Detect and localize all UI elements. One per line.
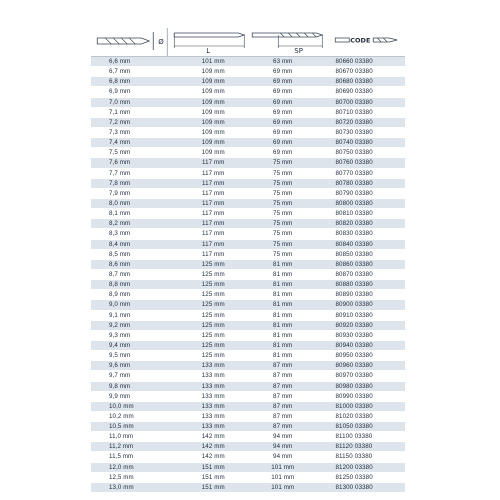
diameter-symbol: Ø (158, 38, 164, 46)
code-cell: 80880 03380 (335, 281, 373, 289)
table-row (91, 331, 405, 341)
diameter-cell: 8,0 mm (109, 199, 131, 207)
code-cell: 81200 03380 (335, 463, 373, 471)
length-cell: 142 mm (201, 433, 225, 441)
table-row (91, 128, 405, 138)
length-cell: 109 mm (201, 68, 225, 76)
length-cell: 133 mm (201, 423, 225, 431)
length-cell: 133 mm (201, 412, 225, 420)
table-row (91, 382, 405, 392)
spiral-length-cell: 81 mm (273, 301, 293, 309)
table-row (91, 351, 405, 361)
code-cell: 80950 03380 (335, 352, 373, 360)
spiral-length-cell: 69 mm (273, 128, 293, 136)
diameter-cell: 12,5 mm (109, 473, 134, 481)
length-cell: 109 mm (201, 78, 225, 86)
length-cell: 109 mm (201, 108, 225, 116)
code-cell: 80750 03380 (335, 149, 373, 157)
table-row (91, 412, 405, 422)
table-row (91, 371, 405, 381)
spiral-length-cell: 81 mm (273, 281, 293, 289)
code-cell: 80900 03380 (335, 301, 373, 309)
diameter-cell: 8,7 mm (109, 270, 131, 278)
code-symbol: CODE (349, 36, 370, 45)
table-row (91, 432, 405, 442)
spiral-length-cell: 81 mm (273, 331, 293, 339)
table-row (91, 402, 405, 412)
drill-spec-table (91, 26, 405, 493)
diameter-cell: 8,1 mm (109, 210, 131, 218)
table-row (91, 108, 405, 118)
table-row (91, 311, 405, 321)
drill-diameter-icon (91, 26, 170, 56)
table-row (91, 138, 405, 148)
code-cell: 80730 03380 (335, 128, 373, 136)
length-cell: 125 mm (201, 260, 225, 268)
code-cell: 80850 03380 (335, 250, 373, 258)
table-row (91, 341, 405, 351)
table-row (91, 199, 405, 209)
code-cell: 80660 03380 (335, 58, 373, 65)
diameter-cell: 9,2 mm (109, 321, 131, 329)
spiral-length-cell: 69 mm (273, 108, 293, 116)
diameter-cell: 11,2 mm (109, 443, 134, 451)
diameter-cell: 9,3 mm (109, 331, 131, 339)
diameter-cell: 10,0 mm (109, 402, 134, 410)
spiral-length-cell: 69 mm (273, 139, 293, 147)
spiral-length-cell: 75 mm (273, 179, 293, 187)
diameter-cell: 9,4 mm (109, 341, 131, 349)
diameter-cell: 7,2 mm (109, 118, 131, 126)
spiral-length-cell: 75 mm (273, 220, 293, 228)
header-code (327, 26, 406, 56)
diameter-cell: 11,0 mm (109, 433, 134, 441)
table-row (91, 483, 405, 493)
length-cell: 125 mm (201, 291, 225, 299)
spiral-length-cell: 81 mm (273, 311, 293, 319)
header-spiral-length (248, 26, 327, 56)
diameter-cell: 8,5 mm (109, 250, 131, 258)
code-cell: 81020 03380 (335, 412, 373, 420)
spiral-length-cell: 69 mm (273, 118, 293, 126)
table-row (91, 361, 405, 371)
spiral-length-cell: 87 mm (273, 362, 293, 370)
table-row (91, 422, 405, 432)
length-cell: 117 mm (202, 199, 225, 207)
code-cell: 80870 03380 (335, 270, 373, 278)
length-cell: 109 mm (201, 128, 225, 136)
spiral-length-cell: 75 mm (273, 210, 293, 218)
spiral-length-cell: 87 mm (273, 402, 293, 410)
length-cell: 117 mm (202, 159, 225, 167)
length-cell: 117 mm (202, 230, 225, 238)
code-cell: 81250 03380 (335, 473, 373, 481)
length-cell: 117 mm (202, 240, 225, 248)
code-cell: 80770 03380 (335, 169, 373, 177)
length-cell: 117 mm (202, 169, 225, 177)
diameter-cell: 10,5 mm (109, 423, 134, 431)
table-row (91, 260, 405, 270)
table-row (91, 77, 405, 87)
length-cell: 133 mm (201, 382, 225, 390)
spiral-length-cell: 94 mm (273, 453, 293, 461)
drill-length-icon (170, 26, 249, 56)
code-cell: 80790 03380 (335, 189, 373, 197)
drill-spiral-icon (248, 26, 327, 56)
table-row (91, 280, 405, 290)
spiral-length-cell: 87 mm (273, 423, 293, 431)
length-cell: 133 mm (201, 372, 225, 380)
length-cell: 125 mm (201, 331, 225, 339)
diameter-cell: 7,6 mm (109, 159, 131, 167)
table-row (91, 229, 405, 239)
code-cell: 80930 03380 (335, 331, 373, 339)
length-cell: 117 mm (202, 189, 225, 197)
spiral-length-cell: 81 mm (273, 270, 293, 278)
length-cell: 117 mm (202, 250, 225, 258)
spiral-length-cell: 81 mm (273, 291, 293, 299)
code-cell: 80800 03380 (335, 199, 373, 207)
table-row (91, 442, 405, 452)
diameter-cell: 8,6 mm (109, 260, 131, 268)
length-cell: 125 mm (201, 352, 225, 360)
spiral-length-cell: 75 mm (273, 240, 293, 248)
code-cell: 81120 03380 (335, 443, 373, 451)
diameter-cell: 6,9 mm (109, 88, 131, 96)
length-cell: 133 mm (201, 392, 225, 400)
length-cell: 125 mm (201, 341, 225, 349)
spiral-length-cell: 69 mm (273, 68, 293, 76)
diameter-cell: 6,6 mm (109, 58, 131, 65)
code-cell: 80970 03380 (335, 372, 373, 380)
table-body (91, 57, 405, 493)
table-row (91, 158, 405, 168)
spiral-length-cell: 81 mm (273, 352, 293, 360)
code-cell: 80860 03380 (335, 260, 373, 268)
code-cell: 80780 03380 (335, 179, 373, 187)
code-cell: 80840 03380 (335, 240, 373, 248)
diameter-cell: 8,9 mm (109, 291, 131, 299)
diameter-cell: 8,8 mm (109, 281, 131, 289)
table-row (91, 87, 405, 97)
length-cell: 142 mm (201, 443, 225, 451)
spiral-length-cell: 75 mm (273, 159, 293, 167)
spiral-length-cell: 101 mm (271, 473, 295, 481)
spiral-length-cell: 75 mm (273, 250, 293, 258)
diameter-cell: 7,1 mm (109, 108, 131, 116)
spiral-length-cell: 69 mm (273, 149, 293, 157)
table-header (91, 26, 405, 57)
table-row (91, 392, 405, 402)
diameter-cell: 7,3 mm (109, 128, 131, 136)
table-row (91, 321, 405, 331)
table-row (91, 148, 405, 158)
spiral-symbol: SP (294, 47, 303, 55)
diameter-cell: 10,2 mm (109, 412, 134, 420)
diameter-cell: 7,5 mm (109, 149, 131, 157)
length-cell: 109 mm (201, 88, 225, 96)
spiral-length-cell: 81 mm (273, 341, 293, 349)
code-cell: 80980 03380 (335, 382, 373, 390)
diameter-cell: 11,5 mm (109, 453, 134, 461)
code-cell: 80680 03380 (335, 78, 373, 86)
diameter-cell: 13,0 mm (109, 483, 134, 491)
length-cell: 133 mm (201, 402, 225, 410)
spiral-length-cell: 81 mm (273, 321, 293, 329)
diameter-cell: 9,0 mm (109, 301, 131, 309)
code-cell: 81100 03380 (335, 433, 373, 441)
spiral-length-cell: 75 mm (273, 189, 293, 197)
length-cell: 125 mm (201, 301, 225, 309)
header-diameter (91, 26, 170, 56)
table-row (91, 179, 405, 189)
table-row (91, 270, 405, 280)
diameter-cell: 8,2 mm (109, 220, 131, 228)
spiral-length-cell: 69 mm (273, 78, 293, 86)
length-cell: 151 mm (201, 473, 225, 481)
spiral-length-cell: 87 mm (273, 372, 293, 380)
diameter-cell: 12,0 mm (109, 463, 134, 471)
length-cell: 109 mm (201, 149, 225, 157)
length-cell: 117 mm (202, 220, 225, 228)
code-cell: 80740 03380 (335, 139, 373, 147)
code-cell: 80920 03380 (335, 321, 373, 329)
length-cell: 125 mm (201, 321, 225, 329)
code-cell: 80890 03380 (335, 291, 373, 299)
diameter-cell: 9,9 mm (109, 392, 131, 400)
diameter-cell: 6,7 mm (109, 68, 131, 76)
code-cell: 80960 03380 (335, 362, 373, 370)
spiral-length-cell: 94 mm (273, 443, 293, 451)
table-row (91, 118, 405, 128)
length-cell: 109 mm (201, 98, 225, 106)
diameter-cell: 8,4 mm (109, 240, 131, 248)
code-cell: 81000 03380 (335, 402, 373, 410)
length-cell: 101 mm (201, 58, 225, 65)
diameter-cell: 7,0 mm (109, 98, 131, 106)
spiral-length-cell: 81 mm (273, 260, 293, 268)
diameter-cell: 9,8 mm (109, 382, 131, 390)
table-row (91, 98, 405, 108)
length-cell: 151 mm (201, 483, 225, 491)
table-row (91, 300, 405, 310)
code-cell: 80670 03380 (335, 68, 373, 76)
header-length (170, 26, 249, 56)
length-symbol: L (205, 47, 210, 55)
spiral-length-cell: 101 mm (271, 463, 295, 471)
code-cell: 80760 03380 (335, 159, 373, 167)
length-cell: 117 mm (202, 210, 225, 218)
spiral-length-cell: 69 mm (273, 88, 293, 96)
length-cell: 109 mm (201, 139, 225, 147)
diameter-cell: 9,7 mm (109, 372, 131, 380)
code-cell: 81050 03380 (335, 423, 373, 431)
length-cell: 109 mm (201, 118, 225, 126)
diameter-cell: 7,9 mm (109, 189, 131, 197)
diameter-cell: 7,4 mm (109, 139, 131, 147)
table-row (91, 473, 405, 483)
table-row (91, 463, 405, 473)
length-cell: 117 mm (202, 179, 225, 187)
code-cell: 80910 03380 (335, 311, 373, 319)
code-cell: 80830 03380 (335, 230, 373, 238)
spiral-length-cell: 87 mm (273, 392, 293, 400)
length-cell: 151 mm (201, 463, 225, 471)
table-row (91, 67, 405, 77)
table-row (91, 290, 405, 300)
code-cell: 80690 03380 (335, 88, 373, 96)
spiral-length-cell: 75 mm (273, 169, 293, 177)
diameter-cell: 7,7 mm (109, 169, 131, 177)
drill-code-icon (327, 26, 406, 56)
diameter-cell: 9,6 mm (109, 362, 131, 370)
diameter-cell: 9,1 mm (109, 311, 131, 319)
table-row (91, 57, 405, 67)
diameter-cell: 7,8 mm (109, 179, 131, 187)
code-cell: 80720 03380 (335, 118, 373, 126)
length-cell: 125 mm (201, 281, 225, 289)
code-cell: 80710 03380 (335, 108, 373, 116)
table-row (91, 250, 405, 260)
code-cell: 80820 03380 (335, 220, 373, 228)
diameter-cell: 8,3 mm (109, 230, 131, 238)
table-row (91, 452, 405, 462)
code-cell: 80940 03380 (335, 341, 373, 349)
table-row (91, 240, 405, 250)
spiral-length-cell: 87 mm (273, 412, 293, 420)
code-cell: 81150 03380 (335, 453, 373, 461)
spiral-length-cell: 101 mm (271, 483, 295, 491)
spiral-length-cell: 69 mm (273, 98, 293, 106)
length-cell: 142 mm (201, 453, 225, 461)
spiral-length-cell: 75 mm (273, 199, 293, 207)
diameter-cell: 6,8 mm (109, 78, 131, 86)
length-cell: 125 mm (201, 270, 225, 278)
table-row (91, 209, 405, 219)
spiral-length-cell: 94 mm (273, 433, 293, 441)
table-row (91, 169, 405, 179)
code-cell: 81300 03380 (335, 483, 373, 491)
spiral-length-cell: 63 mm (273, 58, 293, 65)
length-cell: 125 mm (201, 311, 225, 319)
length-cell: 133 mm (201, 362, 225, 370)
code-cell: 80990 03380 (335, 392, 373, 400)
table-row (91, 219, 405, 229)
spiral-length-cell: 87 mm (273, 382, 293, 390)
code-cell: 80810 03380 (335, 210, 373, 218)
diameter-cell: 9,5 mm (109, 352, 131, 360)
table-row (91, 189, 405, 199)
code-cell: 80700 03380 (335, 98, 373, 106)
spiral-length-cell: 75 mm (273, 230, 293, 238)
